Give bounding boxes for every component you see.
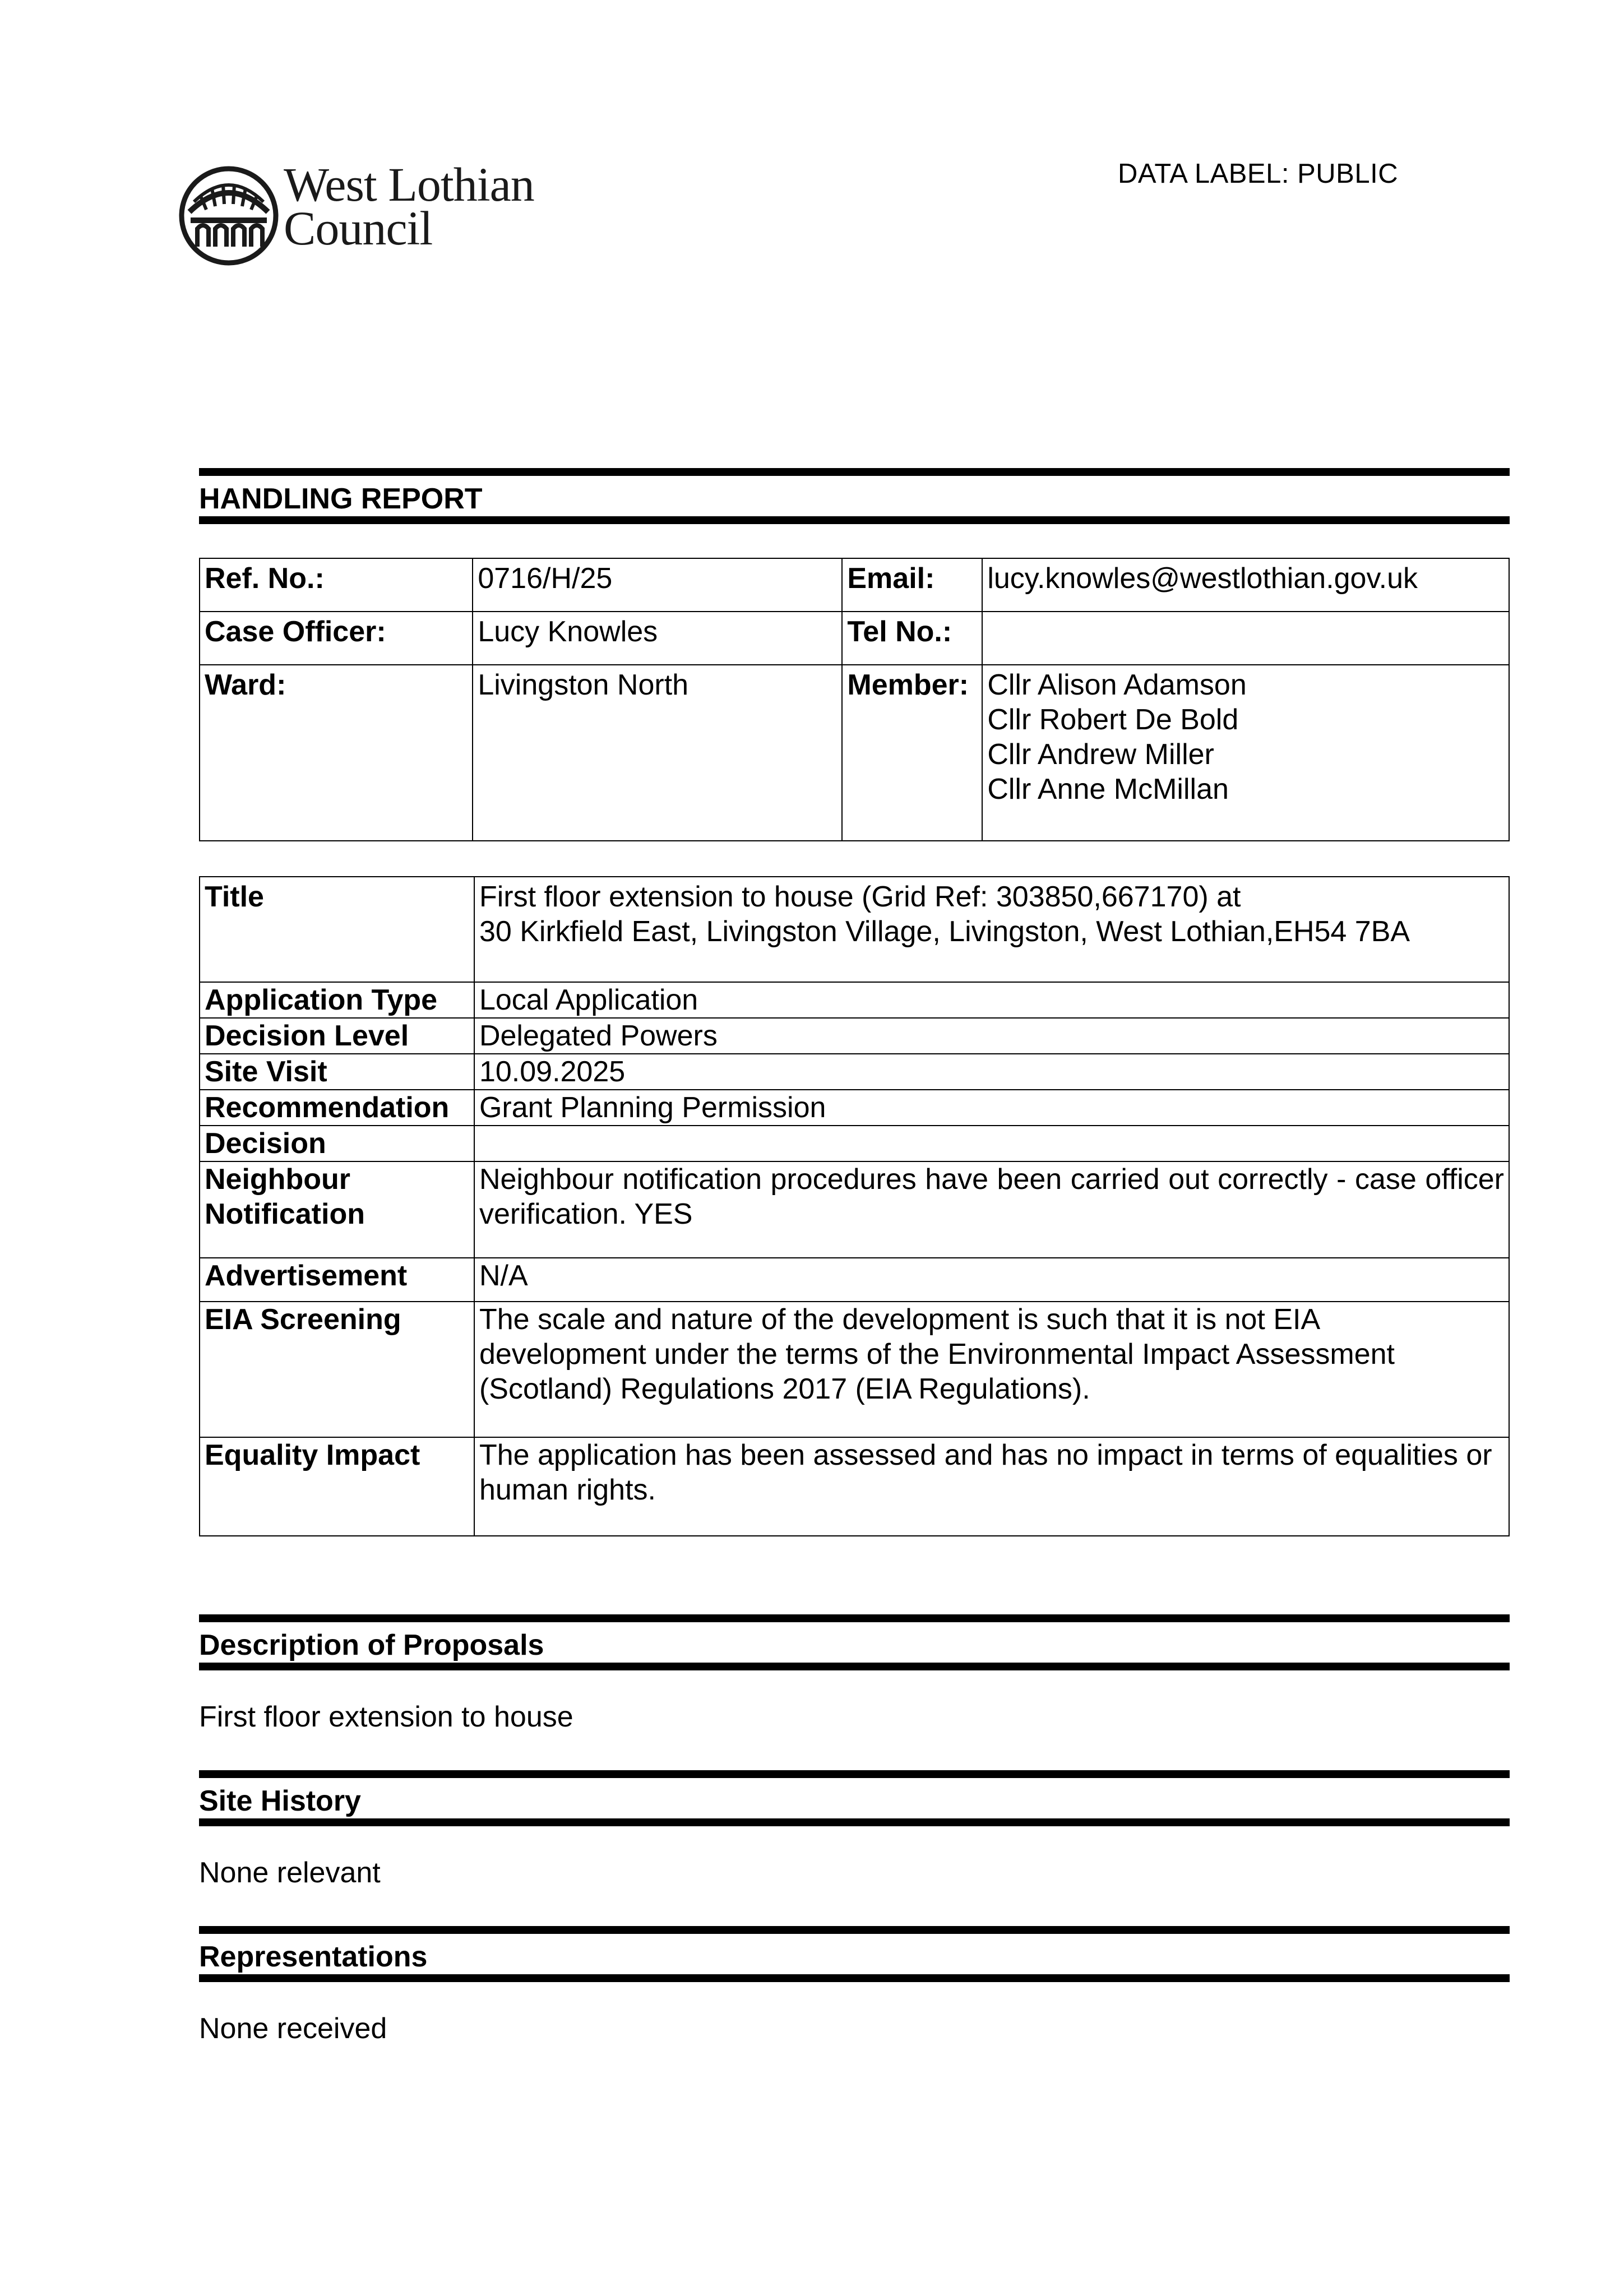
description-text: First floor extension to house [199,1701,573,1733]
application-type-value: Local Application [474,982,1509,1018]
table-row [200,1090,1509,1126]
table-row [200,558,1509,612]
site-history-text: None relevant [199,1857,381,1889]
member-name: Cllr Alison Adamson [987,669,1247,701]
decision-label: Decision [200,1126,474,1161]
banner-rule-top [199,1614,1510,1622]
member-label: Member: [842,665,982,841]
neighbour-label-line-1: Neighbour [205,1163,350,1196]
table-row [200,665,1509,841]
handling-report-banner [199,468,1510,524]
table-row [200,877,1509,982]
banner-rule-bottom [199,1818,1510,1826]
eia-screening-label: EIA Screening [200,1302,474,1437]
recommendation-value: Grant Planning Permission [474,1090,1509,1126]
advertisement-value: N/A [474,1258,1509,1302]
table-row [200,1054,1509,1090]
ward-label: Ward: [200,665,473,841]
description-banner [199,1614,1510,1670]
site-visit-value: 10.09.2025 [474,1054,1509,1090]
representations-text: None received [199,2012,387,2045]
council-logo [178,158,554,269]
logo-line-2: Council [284,201,433,255]
equality-impact-value: The application has been assessed and has no impact in terms of equalities or human rights. [474,1437,1509,1536]
table-row [200,982,1509,1018]
table-row [200,1302,1509,1437]
table-row [200,612,1509,665]
ref-label: Ref. No.: [200,558,473,612]
recommendation-label: Recommendation [200,1090,474,1126]
members-list [982,665,1509,841]
neighbour-notification-value: Neighbour notification procedures have been carried out correctly - case officer verification. YES [474,1161,1509,1258]
member-name: Cllr Andrew Miller [987,738,1214,771]
banner-rule-bottom [199,1974,1510,1982]
officer-details-table [199,558,1510,841]
data-label: DATA LABEL: PUBLIC [1118,159,1399,189]
logo-line-1: West Lothian [284,158,534,211]
representations-banner [199,1926,1510,1982]
representations-title: Representations [199,1941,428,1973]
email-label: Email: [842,558,982,612]
title-value [474,877,1509,982]
site-history-banner [199,1770,1510,1826]
member-name: Cllr Anne McMillan [987,773,1229,806]
description-title: Description of Proposals [199,1629,544,1661]
title-value-line-1: First floor extension to house (Grid Ref: 303850,667170) at [479,881,1241,913]
table-row [200,1437,1509,1536]
case-officer-value: Lucy Knowles [473,612,842,665]
table-row [200,1126,1509,1161]
council-crest-icon [178,163,279,269]
site-visit-label: Site Visit [200,1054,474,1090]
site-history-title: Site History [199,1785,361,1817]
ward-value: Livingston North [473,665,842,841]
neighbour-label-line-2: Notification [205,1198,365,1230]
decision-value [474,1126,1509,1161]
table-row [200,1258,1509,1302]
application-type-label: Application Type [200,982,474,1018]
council-logo-wordmark [284,158,534,255]
title-label: Title [200,877,474,982]
neighbour-notification-label [200,1161,474,1258]
advertisement-label: Advertisement [200,1258,474,1302]
decision-level-value: Delegated Powers [474,1018,1509,1054]
table-row [200,1018,1509,1054]
banner-rule-top [199,468,1510,476]
application-details-table [199,876,1510,1536]
banner-rule-bottom [199,1663,1510,1670]
banner-rule-top [199,1926,1510,1934]
handling-report-title: HANDLING REPORT [199,483,483,515]
case-officer-label: Case Officer: [200,612,473,665]
decision-level-label: Decision Level [200,1018,474,1054]
title-value-line-2: 30 Kirkfield East, Livingston Village, Livingston, West Lothian,EH54 7BA [479,915,1410,948]
banner-rule-top [199,1770,1510,1778]
eia-screening-value: The scale and nature of the development is such that it is not EIA development under the terms of the Environmental Impact Assessment (Scotland) Regulations 2017 (EIA Regulations). [474,1302,1509,1437]
banner-rule-bottom [199,516,1510,524]
ref-value: 0716/H/25 [473,558,842,612]
email-value[interactable]: lucy.knowles@westlothian.gov.uk [982,558,1509,612]
tel-label: Tel No.: [842,612,982,665]
tel-value [982,612,1509,665]
equality-impact-label: Equality Impact [200,1437,474,1536]
table-row [200,1161,1509,1258]
member-name: Cllr Robert De Bold [987,703,1239,736]
